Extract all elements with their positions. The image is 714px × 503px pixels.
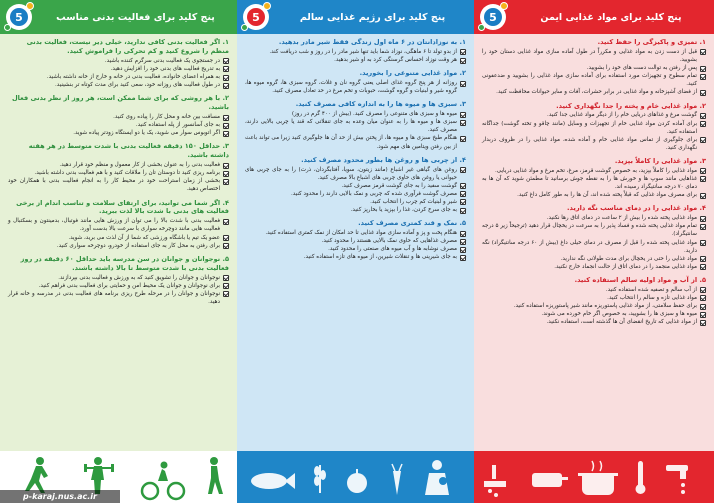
tip-item <box>482 302 706 310</box>
tip-section <box>245 38 466 64</box>
checkbox-icon <box>700 193 706 199</box>
tip-item <box>8 290 229 306</box>
healthy-diet-footer-illustrations <box>237 451 474 503</box>
tip-item <box>482 111 706 119</box>
checkbox-icon <box>700 121 706 127</box>
tip-item <box>482 239 706 255</box>
tip-item <box>245 48 466 56</box>
tip-section <box>245 100 466 150</box>
cooking-pot-icon <box>578 461 618 495</box>
checkbox-icon <box>700 224 706 230</box>
tip-item <box>8 282 229 290</box>
hand-washing-icon <box>484 465 506 497</box>
tip-item-text: روزانه از هر پنج گروه غذای اصلی یعنی گروه نان و غلات، گروه سبزی ها، گروه میوه ها، گروه شیر و لبنیات و گروه گوشت، حبوبات و تخم مرغ در حد تعادل مصرف کنید. <box>245 80 457 95</box>
physical-activity-column <box>0 0 237 503</box>
tip-item-text: مواد غذایی پخته شده را قبل از مصرف در دمای خیلی داغ (بیش از ۶۰ درجه سانتیگراد) نگه دارید. <box>482 239 698 254</box>
checkbox-icon <box>700 90 706 96</box>
tip-item-text: از فضای آشپزخانه و مواد غذایی در برابر حشرات، آفات و سایر حیوانات محافظت کنید. <box>496 89 697 96</box>
tip-item-text: مواد غذایی پخته شده را بیش از ۲ ساعت در دمای اتاق رها نکنید. <box>546 215 697 222</box>
tip-item-text: از بدو تولد تا ۶ ماهگی، نوزاد شما باید تنها شیر مادر را در روز و شب دریافت کند. <box>269 48 457 55</box>
checkbox-icon <box>700 240 706 246</box>
checkbox-icon <box>223 83 229 89</box>
tip-item-text: برای رفتن به محل کار به جای استفاده از خودرو، دوچرخه سواری کنید. <box>56 242 220 249</box>
tip-item-text: شیر و لبنیات کم چرب را انتخاب کنید. <box>370 198 457 205</box>
tip-item <box>245 79 466 95</box>
tip-item-text: تمام سطوح و تجهیزات مورد استفاده برای آماده سازی مواد غذایی را بشویید و ضدعفونی کنید. <box>482 73 697 88</box>
tip-item-text: میوه ها و سبزی ها را بشویید، به خصوص اگر خام خورده می شوند. <box>541 311 697 318</box>
tip-item <box>8 234 229 242</box>
tip-item-text: گوشت مرغ و غذاهای دریایی خام را از دیگر مواد غذایی جدا کنید. <box>547 112 697 119</box>
tip-item <box>245 118 466 134</box>
tip-item <box>482 88 706 96</box>
checkbox-icon <box>460 112 466 118</box>
tip-item-text: سبزی ها و میوه ها را به عنوان میان وعده به جای تنقلاتی که قند یا چربی بالایی دارند، مصرف کنید. <box>245 119 457 134</box>
tip-item-text: روغن های گیاهی غیر اشباع (مانند زیتون، سویا، آفتابگردان، ذرت) را به جای چربی های حیوانی یا روغن های حاوی چربی های اشباع بالا مصرف کنید. <box>245 166 457 181</box>
tip-item <box>482 64 706 72</box>
tip-item-text: مسافت بین خانه و محل کار را پیاده روی کنید. <box>113 114 220 120</box>
checkbox-icon <box>223 75 229 81</box>
checkbox-icon <box>460 247 466 253</box>
tip-item <box>482 310 706 318</box>
checkbox-icon <box>460 120 466 126</box>
checkbox-icon <box>460 208 466 214</box>
checkbox-icon <box>223 283 229 289</box>
checkbox-icon <box>223 131 229 137</box>
checkbox-icon <box>700 74 706 80</box>
tip-item <box>8 81 229 89</box>
tip-section-heading: ۳. سبزی ها و میوه ها را به اندازه کافی مصرف کنید. <box>295 100 466 109</box>
tip-item-text: هنگام پخت و پز و آماده سازی مواد غذایی تا حد امکان از نمک کمتری استفاده کنید. <box>265 230 457 237</box>
checkbox-icon <box>460 239 466 245</box>
tip-item <box>245 253 466 261</box>
checkbox-icon <box>700 113 706 119</box>
tip-item <box>482 167 706 175</box>
tip-section-heading: ۳. مواد غذایی را کاملاً بپزید. <box>614 156 706 165</box>
tip-item <box>482 48 706 64</box>
tip-section <box>245 219 466 261</box>
tip-item <box>8 57 229 65</box>
tip-item-text: مواد غذایی را کاملاً بپزید، به خصوص گوشت قرمز، مرغ، تخم مرغ و مواد غذایی دریایی. <box>495 167 697 174</box>
tip-item-text: هر وقت نوزاد احساس گرسنگی کرد به او شیر بدهید. <box>334 57 457 63</box>
tip-item-text: مواد غذایی منجمد را در دمای اتاق از حالت انجماد خارج نکنید. <box>554 263 697 270</box>
tip-item-text: برای مصرف مواد غذایی که قبلاً پخته شده اند، آن ها را به طور کامل داغ کنید. <box>517 192 697 199</box>
tip-item <box>245 237 466 245</box>
walking-icon <box>208 457 223 494</box>
food-safety-title: پنج کلید برای مواد غذایی ایمن <box>540 11 682 23</box>
tip-item <box>482 136 706 152</box>
tip-item-text: از آب سالم و تصفیه شده استفاده کنید. <box>605 286 697 293</box>
tip-item-text: غذاهایی مانند سوپ ها و خورش ها را به نقطه جوش برسانید تا مطمئن شوید که آن ها به دمای ۷۰ درجه سانتیگراد رسیده اند. <box>482 175 697 191</box>
tip-item-text: برای آماده کردن مواد غذایی خام از تجهیزات و وسایل (مانند چاقو و تخته گوشت) جداگانه استفاده کنید. <box>482 120 697 135</box>
checkbox-icon <box>223 66 229 72</box>
tip-item-text: نوجوانان و جوانان را در مرحله طرح ریزی برنامه های فعالیت بدنی در مدرسه و خانه قرار دهید. <box>8 290 220 305</box>
tip-item <box>482 318 706 326</box>
tip-item-text: میوه ها و سبزی های متنوعی را مصرف کنید. (بیش از ۴۰۰ گرم در روز) <box>291 111 457 118</box>
healthy-diet-header <box>237 0 474 34</box>
checkbox-icon <box>700 66 706 72</box>
tip-item-text: بخشی از زمان استراحت خود در محیط کار را به انجام فعالیت بدنی با همکاران خود اختصاص دهید. <box>8 178 220 193</box>
checkbox-icon <box>700 256 706 262</box>
carrot-icon <box>392 464 402 495</box>
checkbox-icon <box>223 58 229 64</box>
tip-item <box>245 166 466 182</box>
thermometer-icon <box>636 461 646 494</box>
tip-section <box>8 255 229 306</box>
healthy-diet-column <box>237 0 474 503</box>
tip-item <box>245 134 466 150</box>
site-watermark: p-karaj.nus.ac.ir <box>0 490 120 503</box>
healthy-diet-body <box>237 34 474 262</box>
tip-item <box>245 229 466 237</box>
dumbbell-icon <box>84 457 114 494</box>
checkbox-icon <box>460 183 466 189</box>
checkbox-icon <box>460 58 466 64</box>
checkbox-icon <box>700 49 706 55</box>
tip-item-text: از مواد غذایی که تاریخ انقضای آن ها گذشته است، استفاده نکنید. <box>546 319 697 326</box>
tip-item <box>245 206 466 214</box>
tip-item <box>8 129 229 137</box>
tip-item <box>8 121 229 129</box>
checkbox-icon <box>460 167 466 173</box>
tip-section <box>482 38 706 97</box>
tip-section-heading: ۲. مواد غذایی خام و پخته را جدا نگهداری کنید. <box>556 101 706 110</box>
tip-section-heading: ۵. نمک و قند کمتری مصرف کنید. <box>358 219 466 228</box>
tip-section-heading: ۲. با هر روشی که برای شما ممکن است، هر روز از نظر بدنی فعال باشید. <box>11 94 229 112</box>
checkbox-icon <box>223 275 229 281</box>
food-safety-header <box>474 0 714 34</box>
tip-item-text: قبل از دست زدن به مواد غذایی و مکرراً در طول آماده سازی مواد غذایی دستان خود را بشویید. <box>482 48 697 63</box>
tip-section-heading: ۴. از چربی ها و روغن ها بطور محدود مصرف کنید. <box>301 155 466 164</box>
tip-item-text: هنگام طبخ سبزی ها و میوه ها، از پختن بیش از حد آن ها جلوگیری کنید زیرا می تواند باعث از بین رفتن ویتامین های مهم شود. <box>245 135 457 150</box>
healthy-diet-title: پنج کلید برای رژیم غذایی سالم <box>299 11 446 23</box>
tip-item <box>482 214 706 222</box>
tip-item <box>482 263 706 271</box>
cutting-board-icon <box>532 473 568 487</box>
tip-section-heading: ۱. تمیزی و پاکیزگی را حفظ کنید. <box>597 38 706 46</box>
tip-item-text: تمام مواد غذایی پخته شده و فساد پذیر را به سرعت در یخچال قرار دهید (ترجیحاً زیر ۵ درجه سانتیگراد). <box>482 223 697 238</box>
five-keys-badge-icon: 5 <box>243 4 269 30</box>
tip-item <box>482 294 706 302</box>
tip-item-text: به همراه اعضای خانواده، فعالیت بدنی در خانه و خارج از خانه داشته باشید. <box>46 74 220 80</box>
tip-item-text: مصرف غذاهایی که حاوی نمک بالایی هستند را محدود کنید. <box>321 238 457 245</box>
tip-item <box>8 177 229 193</box>
cyclist-icon <box>142 462 184 500</box>
tip-section-heading: ۴. اگر شما می توانید، برای ارتقای سلامت و تناسب اندام از برخی فعالیت های بدنی با شدت بالا لذت ببرید. <box>16 198 229 216</box>
tip-item-text: برای نوجوانان و جوانان یک محیط امن و حمایتی برای فعالیت بدنی فراهم کنید. <box>38 282 220 289</box>
five-keys-badge-icon: 5 <box>6 4 32 30</box>
tip-item <box>245 190 466 198</box>
checkbox-icon <box>700 304 706 310</box>
tip-section <box>482 204 706 271</box>
tip-item <box>482 222 706 238</box>
tip-item <box>245 182 466 190</box>
physical-activity-body <box>0 34 237 306</box>
tip-item-text: در جستجوی یک فعالیت بدنی سرگرم کننده باشید. <box>104 57 220 64</box>
tip-item-text: به جای آسانسور از پله استفاده کنید. <box>135 122 220 129</box>
checkbox-icon <box>223 171 229 177</box>
tip-item <box>482 191 706 199</box>
mother-baby-icon <box>425 460 449 495</box>
tip-section <box>8 38 229 89</box>
tip-section-heading: ۱. به نوزادانتان در ۶ ماه اول زندگی فقط شیر مادر بدهید. <box>278 38 466 46</box>
grain-icon <box>314 465 326 493</box>
tip-section <box>482 102 706 152</box>
checkbox-icon <box>700 312 706 318</box>
tip-item-text: مصرف نوشابه ها و آب میوه های صنعتی را محدود کنید. <box>328 246 457 253</box>
checkbox-icon <box>700 320 706 326</box>
checkbox-icon <box>460 191 466 197</box>
checkbox-icon <box>700 264 706 270</box>
checkbox-icon <box>223 179 229 185</box>
tip-item-text: به جای شیرینی ها و تنقلات شیرین، از میوه های تازه استفاده کنید. <box>303 254 457 261</box>
tip-item-text: به جای سرخ کردن، غذا را بپزید یا بخارپز کنید. <box>350 207 457 214</box>
tip-item <box>8 242 229 250</box>
food-safety-footer-illustrations <box>474 451 714 503</box>
tip-item-text: فعالیت بدنی را به عنوان بخشی از کار معمول و منظم خود قرار دهید. <box>59 162 220 169</box>
tip-item-text: برای جلوگیری از تماس مواد غذایی خام و آماده شده، مواد غذایی را در ظروف دربدار نگهداری کنید. <box>482 136 697 151</box>
tip-item <box>482 286 706 294</box>
tip-section-heading: ۲. مواد غذایی متنوعی را بخورید. <box>359 69 466 78</box>
checkbox-icon <box>460 136 466 142</box>
tip-section <box>245 156 466 215</box>
tip-section <box>245 69 466 95</box>
tip-item-text: مواد غذایی را حتی در یخچال برای مدت طولانی نگه ندارید. <box>560 255 697 262</box>
tip-item <box>482 175 706 191</box>
physical-activity-title: پنج کلید برای فعالیت بدنی مناسب <box>56 11 215 23</box>
checkbox-icon <box>460 255 466 261</box>
tip-item <box>482 255 706 263</box>
tip-item <box>8 274 229 282</box>
tip-section-heading: ۵. نوجوانان و جوانان در سن مدرسه باید حداقل ۶۰ دقیقه در روز فعالیت بدنی با شدت متوسط تا بالا داشته باشند. <box>20 254 229 272</box>
tip-section-heading: ۳. حداقل ۱۵۰ دقیقه فعالیت بدنی با شدت متوسط در هر هفته داشته باشید. <box>28 142 229 160</box>
tip-section <box>482 157 706 199</box>
tip-item-text: فعالیت بدنی با شدت بالا را می توان از ورزش هایی مانند فوتبال، بدمینتون و بسکتبال و فعالیت هایی مانند دوچرخه سواری با سرعت بالا بدست آورد. <box>8 218 220 233</box>
tip-item <box>8 73 229 81</box>
tip-section-heading: ۵. از آب و مواد اولیه سالم استفاده کنید. <box>574 275 706 284</box>
checkbox-icon <box>223 243 229 249</box>
checkbox-icon <box>700 216 706 222</box>
checkbox-icon <box>460 49 466 55</box>
checkbox-icon <box>700 176 706 182</box>
tip-item-text: مصرف گوشت فرآوری شده که چربی و نمک بالایی دارند را محدود کنید. <box>290 190 457 197</box>
tip-item <box>8 217 229 233</box>
tip-item-text: عضو یک تیم یا باشگاه ورزشی که شما از آن لذت می برید، شوید. <box>68 234 220 241</box>
checkbox-icon <box>223 163 229 169</box>
tip-section <box>8 142 229 193</box>
fish-icon <box>251 473 295 489</box>
tip-item <box>482 120 706 136</box>
food-safety-column <box>474 0 714 503</box>
checkbox-icon <box>460 81 466 87</box>
checkbox-icon <box>223 291 229 297</box>
tip-item <box>8 65 229 73</box>
water-tap-icon <box>666 465 688 494</box>
tip-item <box>245 245 466 253</box>
tip-item <box>245 198 466 206</box>
checkbox-icon <box>700 295 706 301</box>
checkbox-icon <box>223 123 229 129</box>
checkbox-icon <box>223 115 229 121</box>
tip-item <box>482 72 706 88</box>
tip-section-heading: ۱. اگر فعالیت بدنی کافی ندارید، خیلی دیر نیست، فعالیت بدنی منظم را شروع کنید و کم تحرکی را فراموش کنید. <box>26 38 229 55</box>
tip-section <box>482 276 706 326</box>
tip-item-text: به تدریج فعالیت های بدنی خود را افزایش دهید. <box>110 65 220 72</box>
tip-item <box>8 161 229 169</box>
tip-item-text: برای حفظ سلامتی، از مواد غذایی پاستوریزه مانند شیر پاستوریزه استفاده کنید. <box>513 303 697 310</box>
checkbox-icon <box>460 231 466 237</box>
checkbox-icon <box>223 235 229 241</box>
tip-item <box>245 110 466 118</box>
five-keys-badge-icon: 5 <box>480 4 506 30</box>
tip-item-text: پس از رفتن به توالت دست های خود را بشویید. <box>586 65 697 72</box>
tip-item-text: نوجوانان و جوانان را تشویق کنید که به ورزش و فعالیت بدنی بپردازند. <box>58 274 220 281</box>
tip-section <box>8 199 229 250</box>
tip-item <box>8 169 229 177</box>
checkbox-icon <box>700 168 706 174</box>
fruit-icon <box>347 469 367 493</box>
tip-section <box>8 94 229 137</box>
checkbox-icon <box>460 199 466 205</box>
checkbox-icon <box>700 287 706 293</box>
tip-item <box>8 113 229 121</box>
runner-icon <box>25 457 48 493</box>
tip-item-text: مواد غذایی تازه و سالم را انتخاب کنید. <box>607 294 697 301</box>
tip-item-text: برنامه ریزی کنید تا دوستان تان را ملاقات کنید و با هم فعالیت بدنی داشته باشید. <box>34 170 220 177</box>
physical-activity-header <box>0 0 237 34</box>
tip-section-heading: ۴. مواد غذایی را در دمای مناسب نگه دارید. <box>567 204 706 213</box>
tip-item <box>245 56 466 64</box>
tip-item-text: اگر اتوبوس سوار می شوید، یک یا دو ایستگاه زودتر پیاده شوید. <box>73 130 220 137</box>
checkbox-icon <box>700 137 706 143</box>
tip-item-text: گوشت سفید را به جای گوشت قرمز مصرف کنید. <box>341 182 457 189</box>
tip-item-text: در طول فعالیت های روزانه خود، سعی کنید برای مدت کوتاه تر بنشینید. <box>55 82 220 89</box>
checkbox-icon <box>223 219 229 225</box>
food-safety-body <box>474 34 714 326</box>
